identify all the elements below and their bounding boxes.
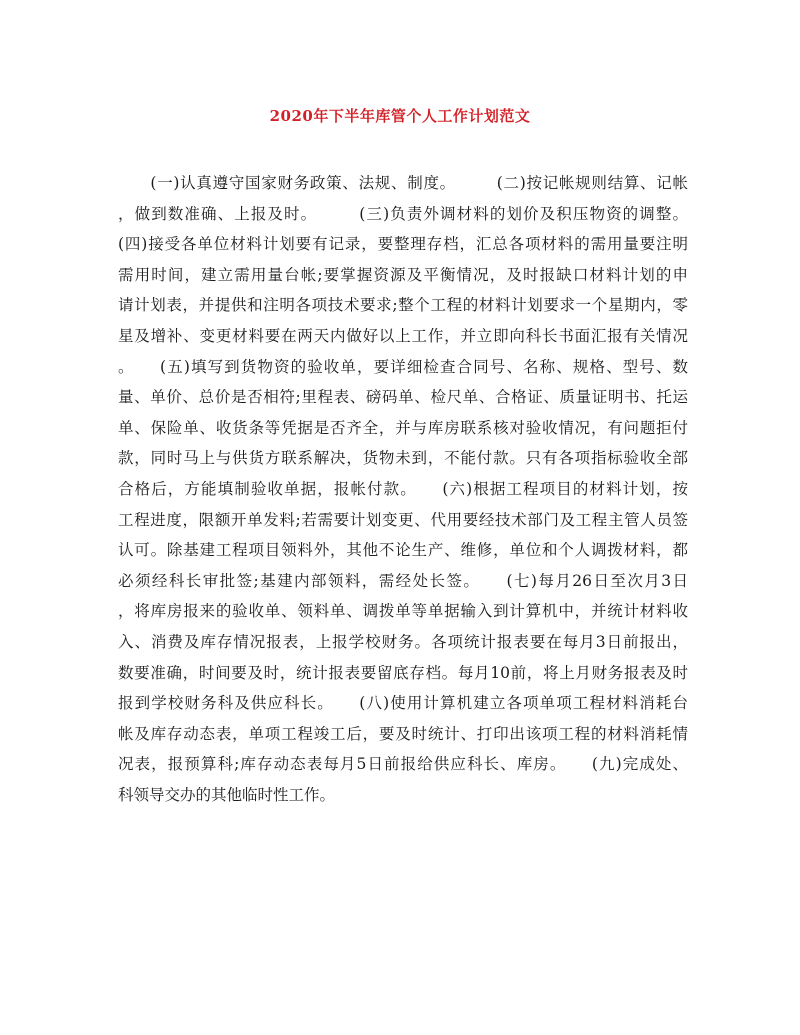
body-line: 星及增补、变更材料要在两天内做好以上工作，并立即向科长书面汇报有关情况	[118, 326, 688, 345]
document-title: 2020年下半年库管个人工作计划范文	[269, 107, 531, 125]
body-line: (四)接受各单位材料计划要有记录，要整理存档，汇总各项材料的需用量要注明	[118, 235, 688, 254]
body-line: ，将库房报来的验收单、领料单、调拨单等单据输入到计算机中，并统计材料收	[118, 602, 688, 621]
body-line: 入、消费及库存情况报表，上报学校财务。各项统计报表要在每月3日前报出，	[118, 632, 688, 651]
body-line: 必须经科长审批签;基建内部领料，需经处长签。 (七)每月26日至次月3日	[118, 571, 688, 590]
body-line: 单、保险单、收货条等凭据是否齐全，并与库房联系核对验收情况，有问题拒付	[118, 418, 688, 437]
body-line: 况表，报预算科;库存动态表每月5日前报给供应科长、库房。 (九)完成处、	[118, 755, 688, 774]
body-line: 需用时间，建立需用量台帐;要掌握资源及平衡情况，及时报缺口材料计划的申	[118, 265, 688, 284]
body-line: 科领导交办的其他临时性工作。	[118, 785, 336, 804]
body-line: 合格后，方能填制验收单据，报帐付款。 (六)根据工程项目的材料计划，按	[118, 479, 688, 498]
body-line: 报到学校财务科及供应科长。 (八)使用计算机建立各项单项工程材料消耗台	[118, 694, 688, 713]
body-line: 数要准确，时间要及时，统计报表要留底存档。每月10前，将上月财务报表及时	[118, 663, 688, 682]
body-line: 工程进度，限额开单发料;若需要计划变更、代用要经技术部门及工程主管人员签	[118, 510, 688, 529]
body-line: 帐及库存动态表，单项工程竣工后，要及时统计、打印出该项工程的材料消耗情	[118, 724, 688, 743]
body-line: 认可。除基建工程项目领料外，其他不论生产、维修，单位和个人调拨材料，都	[118, 541, 688, 560]
body-line: ，做到数准确、上报及时。 (三)负责外调材料的划价及积压物资的调整。	[118, 204, 688, 223]
body-line: 。 (五)填写到货物资的验收单，要详细检查合同号、名称、规格、型号、数	[118, 357, 688, 376]
body-line: 款，同时马上与供货方联系解决，货物未到，不能付款。只有各项指标验收全部	[118, 449, 688, 468]
body-line: 请计划表，并提供和注明各项技术要求;整个工程的材料计划要求一个星期内，零	[118, 296, 688, 315]
body-line: (一)认真遵守国家财务政策、法规、制度。 (二)按记帐规则结算、记帐	[118, 174, 688, 192]
document-body	[118, 168, 688, 810]
body-line: 量、单价、总价是否相符;里程表、磅码单、检尺单、合格证、质量证明书、托运	[118, 388, 688, 407]
